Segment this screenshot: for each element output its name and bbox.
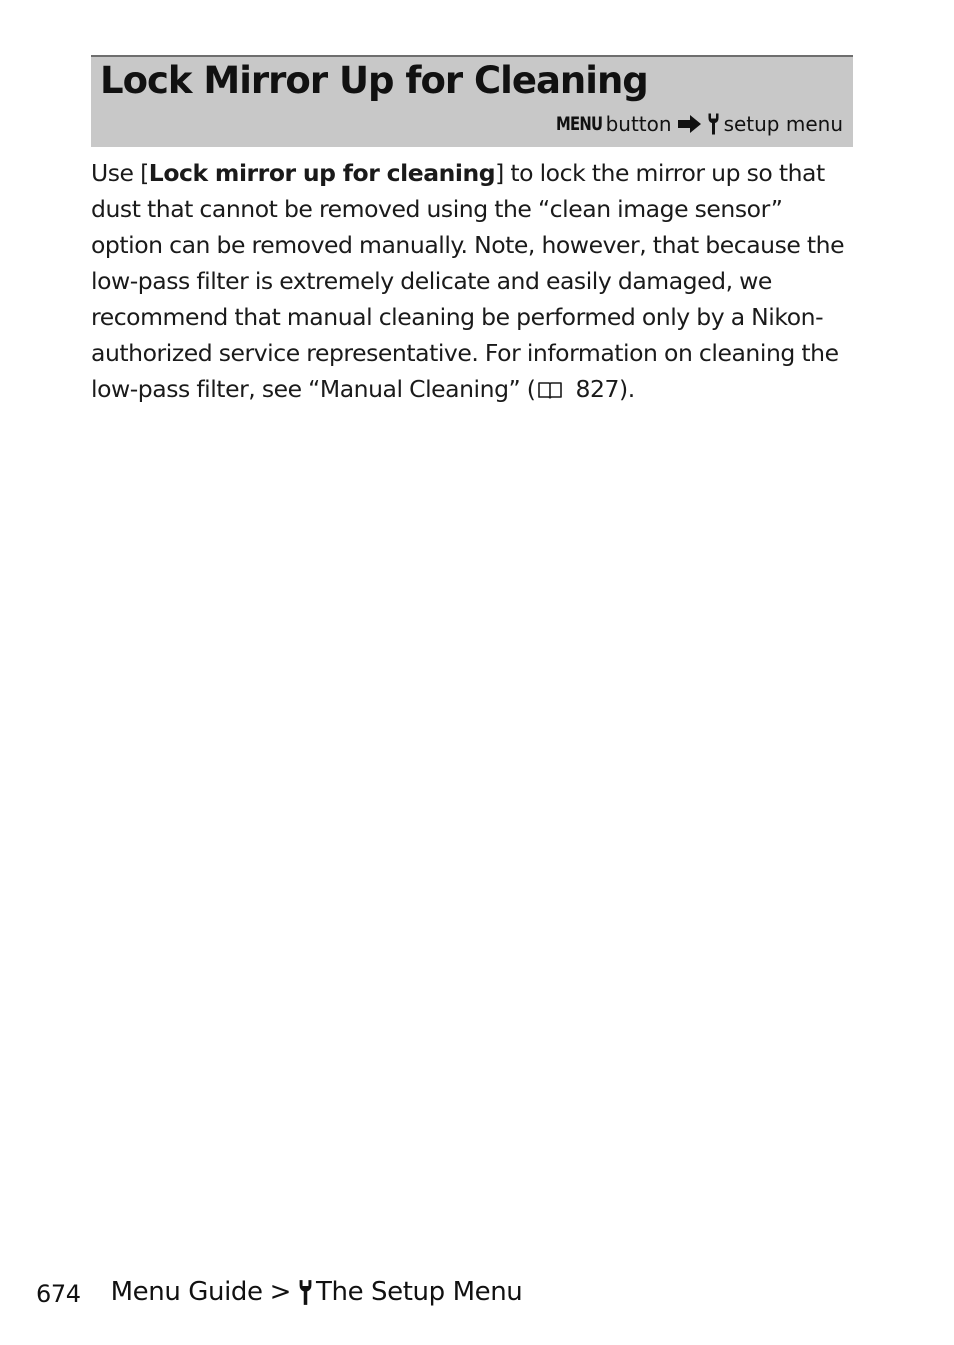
closing-text: ). [619,375,635,403]
book-icon [538,381,562,399]
wrench-icon [708,113,719,135]
body-text-main: ] to lock the mirror up so that dust that cannot be removed using the “clean image sensor” option can be removed manually. Note, however, that because the low-pass filter is extremely delicate and easily damaged, we recommend that manual cleaning be performed only by a Nikon-authorized service representative. For information on cleaning the low-pass filter, see “Manual Cleaning” ( [91,159,845,403]
intro-text: Use [ [91,159,149,187]
page-ref-link[interactable]: 827 [575,375,620,403]
footer-separator: > [269,1277,292,1307]
footer-chapter[interactable]: The Setup Menu [316,1277,523,1307]
body-paragraph [91,155,859,407]
page-number: 674 [36,1280,81,1308]
menu-key: MENU [556,113,603,135]
footer [36,1276,522,1308]
footer-section[interactable]: Menu Guide [110,1277,263,1307]
menu-target: setup menu [723,112,843,136]
button-word: button [605,112,672,136]
wrench-icon [299,1279,312,1306]
page-title: Lock Mirror Up for Cleaning [100,59,648,102]
title-bar [91,55,853,147]
arrow-icon [678,114,702,134]
setting-name: Lock mirror up for cleaning [148,159,496,187]
menu-path [543,112,843,136]
